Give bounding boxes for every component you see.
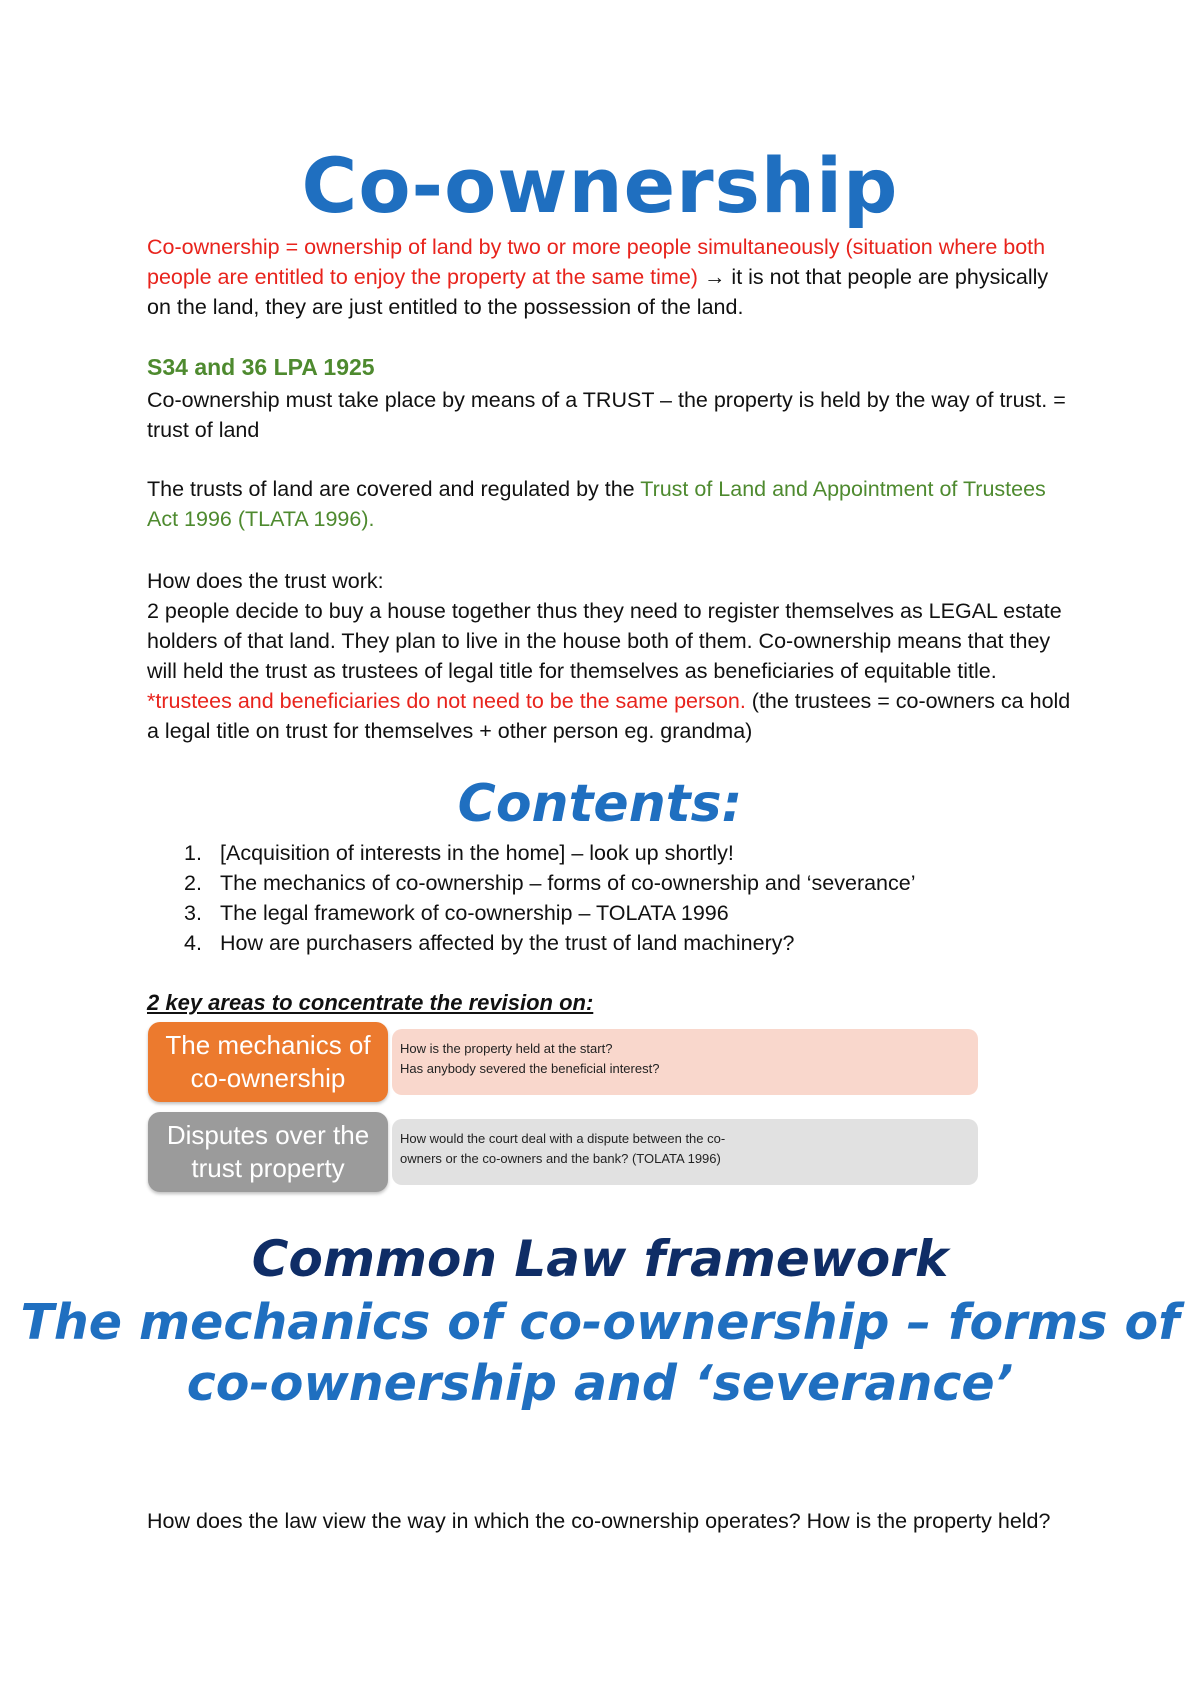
trust-work-note — [147, 686, 1077, 746]
s34-heading: S34 and 36 LPA 1925 — [147, 354, 375, 380]
contents-heading: Contents: — [457, 774, 743, 834]
trust-note-black: (the trustees = co-owners ca hold a legal title on trust for themselves + other person eg. grandma) — [147, 689, 1071, 743]
page-title: Co-ownership — [301, 141, 899, 230]
intro-explanation: it is not that people are physically on the land, they are just entitled to the possession of the land. — [147, 265, 1049, 319]
key-area-detail: How would the court deal with a dispute between the co- owners or the co-owners and the bank? (TOLATA 1996) — [392, 1119, 978, 1185]
key-areas-heading: 2 key areas to concentrate the revision on: — [147, 990, 594, 1015]
arrow-icon: → — [697, 265, 732, 289]
trust-note-red: *trustees and beneficiaries do not need to be the same person. — [147, 689, 746, 713]
mechanics-heading: The mechanics of co-ownership – forms of co-ownership and ‘severance’ — [20, 1294, 1180, 1412]
trust-work-text: 2 people decide to buy a house together thus they need to register themselves as LEGAL estate holders of that land. They plan to live in the house both of them. Co-ownership means that they will held the trust as trustees of legal title for themselves as beneficiaries of equitable title. — [147, 599, 1062, 683]
intro-paragraph — [147, 232, 1077, 322]
intro-definition: Co-ownership = ownership of land by two or more people simultaneously (situation where both people are entitled to enjoy the property at the same time) — [147, 235, 1046, 289]
trust-work-section — [147, 566, 1077, 746]
common-law-heading: Common Law framework — [251, 1230, 949, 1288]
contents-list — [184, 838, 1084, 958]
tlata-paragraph — [147, 474, 1077, 534]
contents-item: 2. The mechanics of co-ownership – forms of co-ownership and ‘severance’ — [184, 871, 916, 895]
final-question: How does the law view the way in which the co-ownership operates? How is the property held? — [147, 1509, 1051, 1533]
s34-paragraph: Co-ownership must take place by means of a TRUST – the property is held by the way of trust. = trust of land — [147, 388, 1066, 442]
tlata-prefix: The trusts of land are covered and regulated by the — [147, 477, 641, 501]
contents-item: 3. The legal framework of co-ownership – TOLATA 1996 — [184, 901, 729, 925]
tlata-act-name: Trust of Land and Appointment of Trustees Act 1996 (TLATA 1996). — [147, 477, 1046, 531]
trust-work-heading: How does the trust work: — [147, 569, 384, 593]
key-area-label: Disputes over the trust property — [148, 1112, 388, 1192]
contents-item: 4. How are purchasers affected by the trust of land machinery? — [184, 931, 795, 955]
contents-item: 1. [Acquisition of interests in the home] – look up shortly! — [184, 841, 734, 865]
key-area-label: The mechanics of co-ownership — [148, 1022, 388, 1102]
key-area-detail: How is the property held at the start? Has anybody severed the beneficial interest? — [392, 1029, 978, 1095]
